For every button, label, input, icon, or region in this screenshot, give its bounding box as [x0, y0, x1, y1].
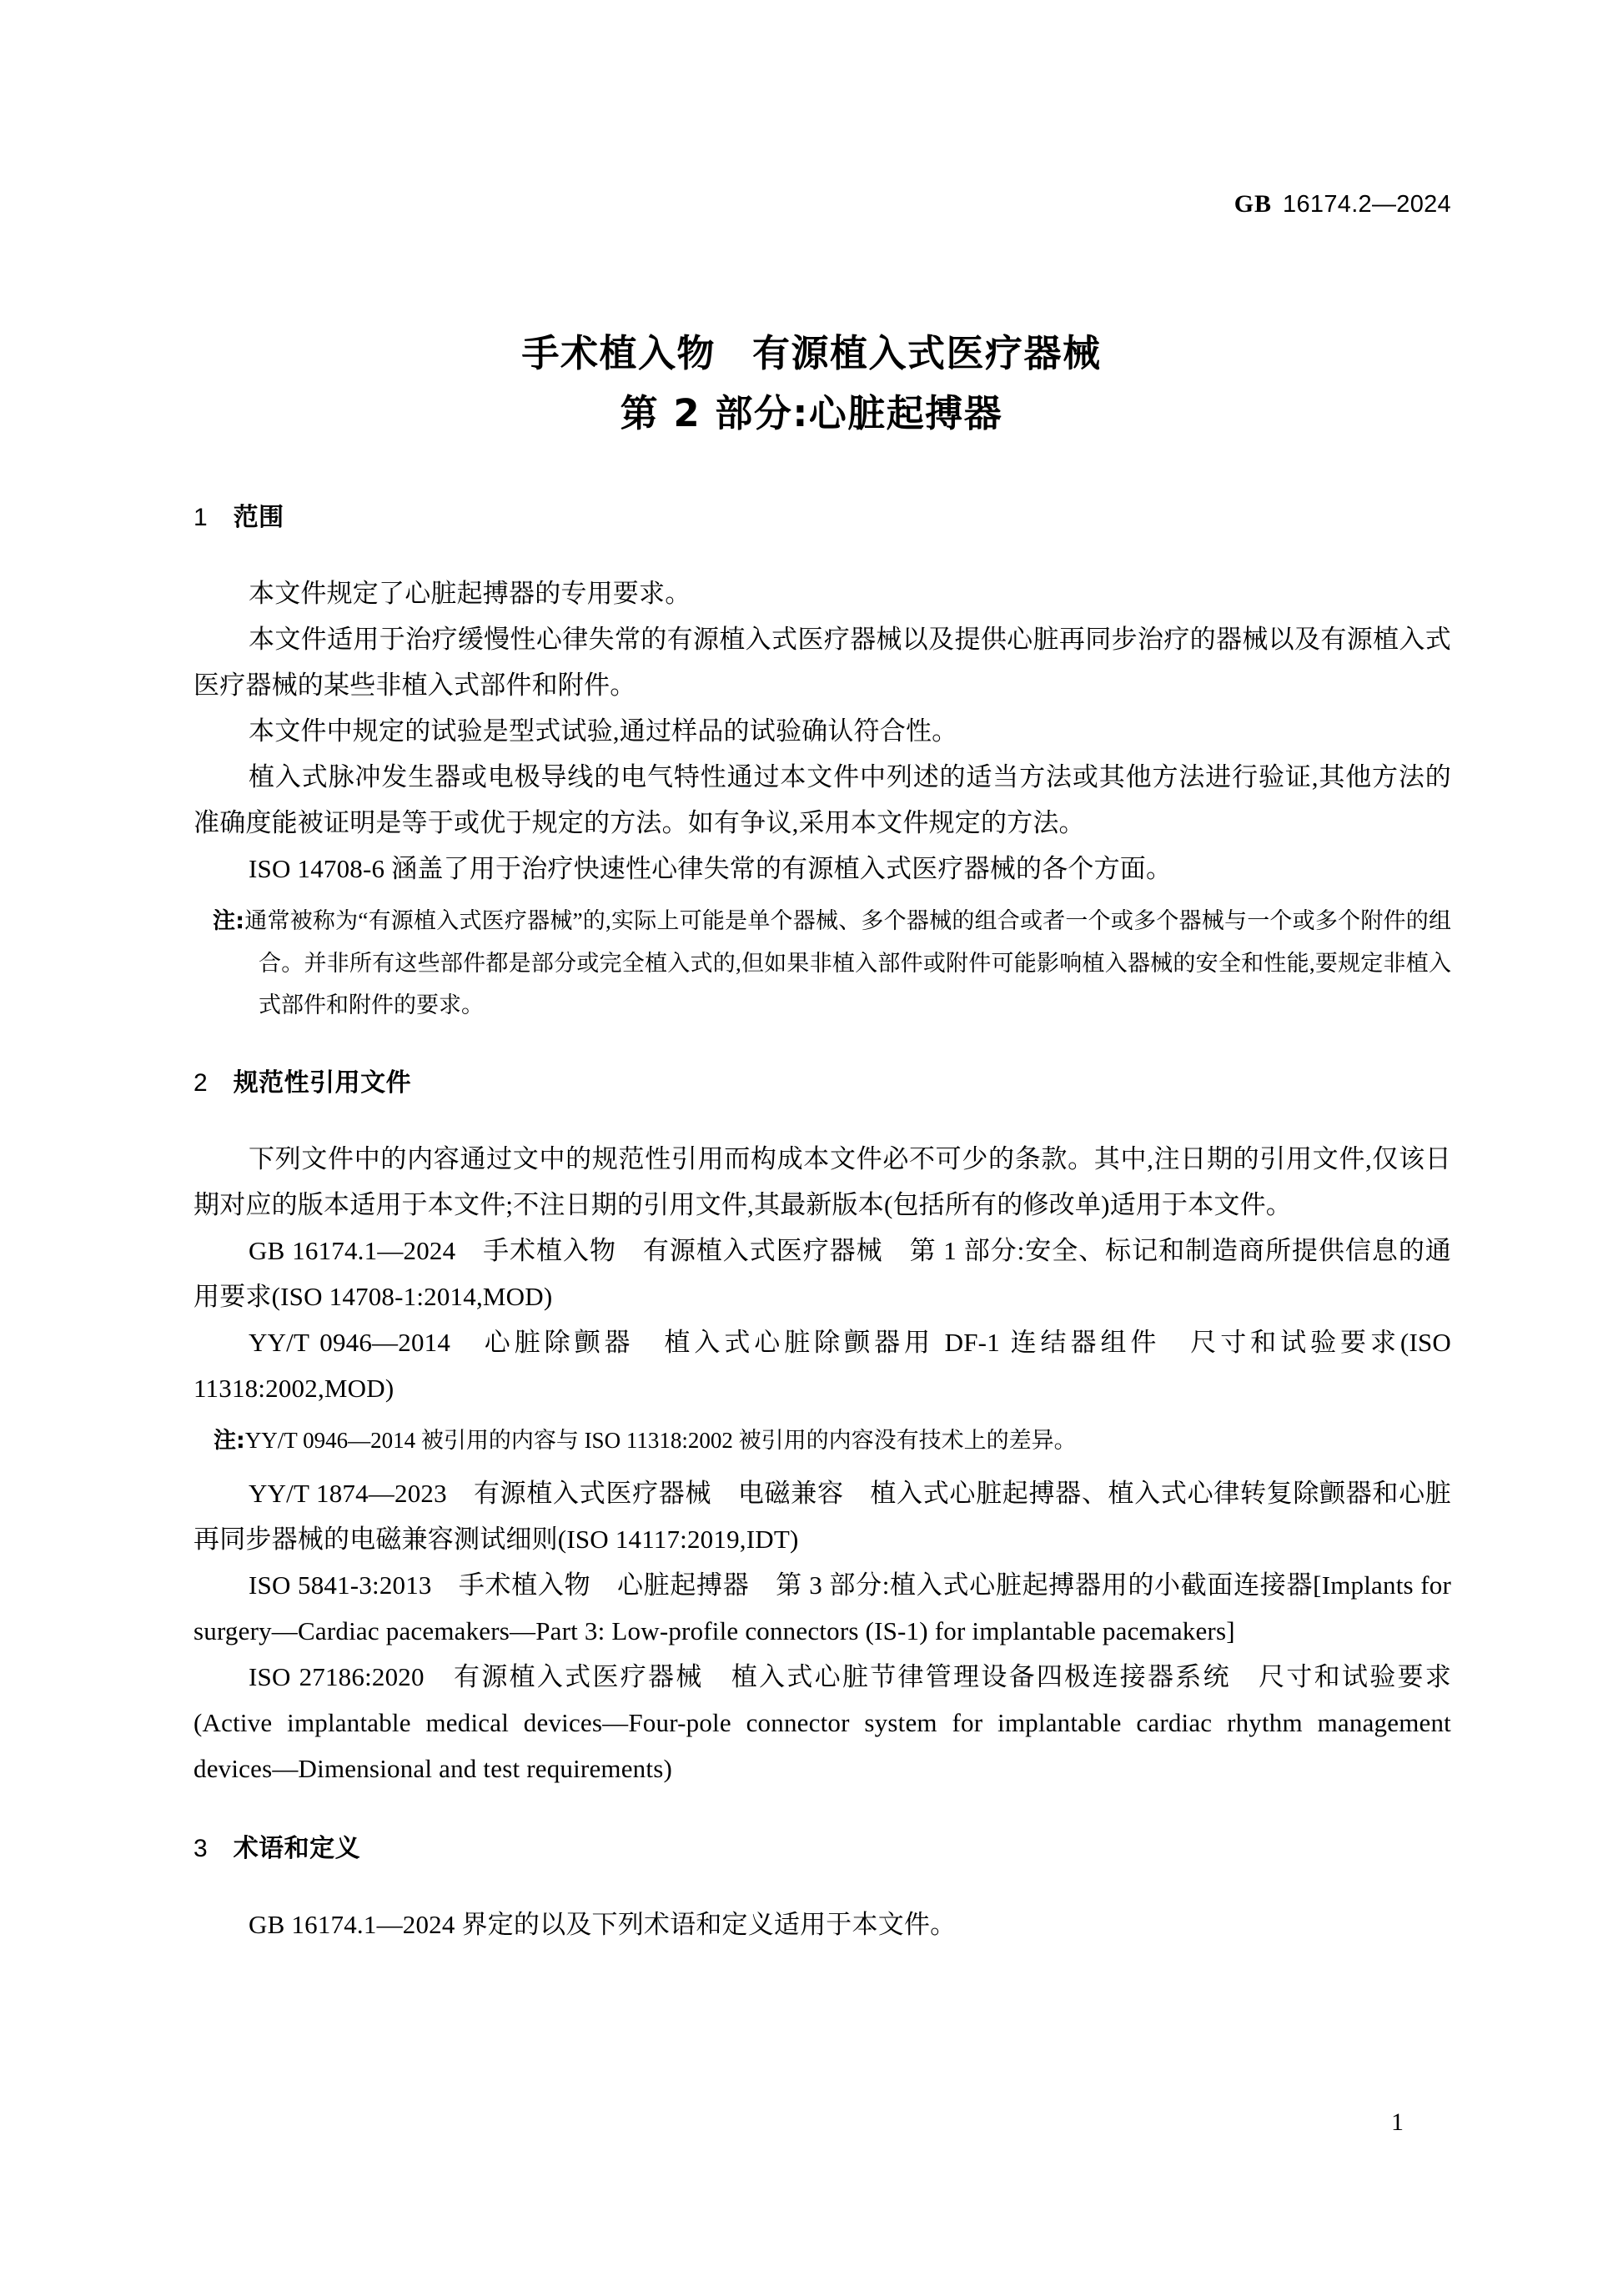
note-text: YY/T 0946—2014 被引用的内容与 ISO 11318:2002 被引用的内容没有技术上的差异。: [244, 1428, 1077, 1453]
reference-item-iso-27186: ISO 27186:2020 有源植入式医疗器械 植入式心脏节律管理设备四极连接器系统 尺寸和试验要求 (Active implantable medical devices—Four-pole connector system for implantable cardiac rhythm management devices—Dimensional and test requirements): [193, 1662, 1451, 1783]
clause1-paragraph-3: 本文件中规定的试验是型式试验,通过样品的试验确认符合性。: [249, 716, 958, 746]
running-header: [193, 190, 1451, 227]
reference-item-iso-5841-3: ISO 5841-3:2013 手术植入物 心脏起搏器 第 3 部分:植入式心脏起搏器用的小截面连接器[Implants for surgery—Cardiac pacemakers—Part 3: Low-profile connectors (IS-1) for implantable pacemakers]: [193, 1570, 1451, 1645]
spacer: [193, 1101, 1451, 1136]
reference-item-yyt-0946: YY/T 0946—2014 心脏除颤器 植入式心脏除颤器用 DF-1 连结器组件 尺寸和试验要求(ISO 11318:2002,MOD): [193, 1328, 1451, 1403]
clause-title-2: 规范性引用文件: [233, 1068, 412, 1098]
spacer: [193, 1411, 1451, 1419]
title-line-1-part-1: 手术植入物: [521, 331, 716, 375]
spacer: [193, 1791, 1451, 1831]
title-line-2: 第 2 部分:心脏起搏器: [620, 391, 1003, 435]
standard-code: 16174.2—2024: [1283, 191, 1451, 218]
standard-prefix: GB: [1234, 190, 1273, 218]
clause1-paragraph-1: 本文件规定了心脏起搏器的专用要求。: [249, 579, 691, 608]
title-line-1: [0, 325, 1623, 382]
clause1-paragraph-4: 植入式脉冲发生器或电极导线的电气特性通过本文件中列述的适当方法或其他方法进行验证,其他方法的准确度能被证明是等于或优于规定的方法。如有争议,采用本文件规定的方法。: [193, 762, 1451, 837]
clause2-paragraph-1: 下列文件中的内容通过文中的规范性引用而构成本文件必不可少的条款。其中,注日期的引用文件,仅该日期对应的版本适用于本文件;不注日期的引用文件,其最新版本(包括所有的修改单)适用于本文件。: [193, 1144, 1451, 1219]
reference-item-yyt-1874: YY/T 1874—2023 有源植入式医疗器械 电磁兼容 植入式心脏起搏器、植入式心律转复除颤器和心脏再同步器械的电磁兼容测试细则(ISO 14117:2019,IDT): [193, 1479, 1451, 1554]
document-title: [0, 325, 1623, 442]
note-label: 注:: [213, 908, 245, 934]
clause3-paragraph-1: GB 16174.1—2024 界定的以及下列术语和定义适用于本文件。: [249, 1910, 957, 1939]
reference-item-gb-16174-1: GB 16174.1—2024 手术植入物 有源植入式医疗器械 第 1 部分:安全、标记和制造商所提供信息的通用要求(ISO 14708-1:2014,MOD): [193, 1236, 1451, 1311]
clause1-paragraph-5: ISO 14708-6 涵盖了用于治疗快速性心律失常的有源植入式医疗器械的各个方面。: [249, 854, 1173, 883]
spacer: [193, 1026, 1451, 1066]
clause2-note: [193, 1419, 1451, 1462]
spacer: [193, 1866, 1451, 1902]
clause-title-3: 术语和定义: [233, 1834, 361, 1863]
clause-heading-3: [193, 1831, 1451, 1866]
spacer: [193, 1462, 1451, 1470]
page-number: 1: [1391, 2108, 1404, 2136]
note-text: 通常被称为“有源植入式医疗器械”的,实际上可能是单个器械、多个器械的组合或者一个或多个器械与一个或多个附件的组合。并非所有这些部件都是部分或完全植入式的,但如果非植入部件或附件可能影响植入器械的安全和性能,要规定非植入式部件和附件的要求。: [244, 908, 1451, 1017]
clause1-paragraph-2: 本文件适用于治疗缓慢性心律失常的有源植入式医疗器械以及提供心脏再同步治疗的器械以及有源植入式医疗器械的某些非植入式部件和附件。: [193, 625, 1451, 700]
clause-number-2: 2: [193, 1069, 209, 1097]
title-line-1-part-2: 有源植入式医疗器械: [752, 331, 1102, 375]
clause-heading-2: [193, 1066, 1451, 1101]
clause-number-3: 3: [193, 1835, 209, 1862]
document-body: [193, 500, 1451, 1947]
note-label: 注:: [214, 1428, 245, 1454]
clause-heading-1: [193, 500, 1451, 535]
clause1-note: [193, 900, 1451, 1026]
spacer: [193, 892, 1451, 900]
spacer: [193, 535, 1451, 570]
clause-number-1: 1: [193, 504, 209, 531]
clause-title-1: 范围: [233, 503, 284, 532]
